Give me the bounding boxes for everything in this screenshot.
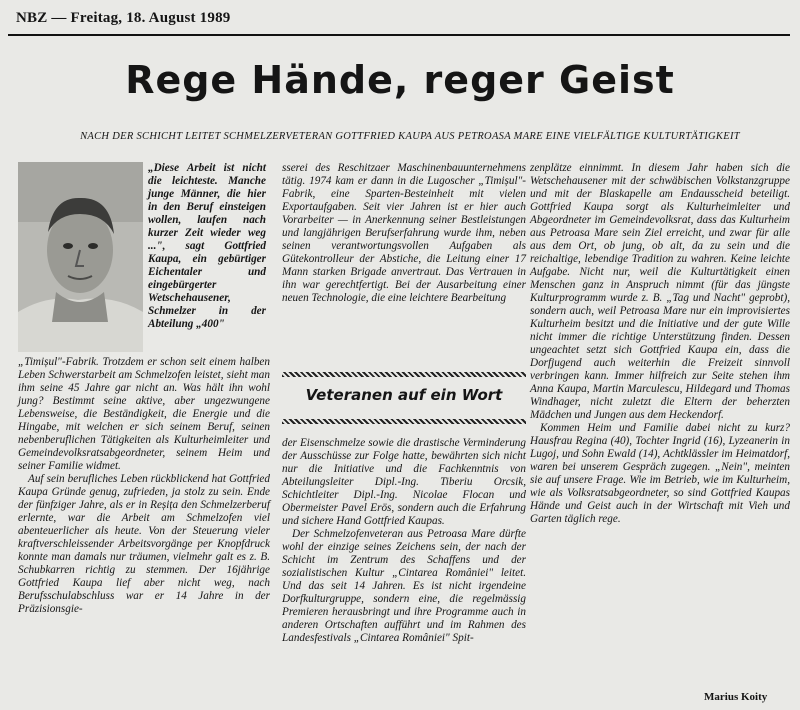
column-3: [530, 162, 790, 526]
column-2-paragraph-1: sserei des Reschitzaer Maschinenbauunternehmens tätig. 1974 kam er dann in die Lugoscher „Timișul"-Fabrik, eine Sparten-Besteinheit mit vielen Exportaufgaben. Seit vier Jahren ist er hier auch Vorarbeiter — in Anerkennung seiner Bestleistungen und langjährigen Berufserfahrung wurde ihm, neben seinen verantwortungsvollen Aufgaben als Gütekontrolleur der Abstiche, die Leitung einer 17 Mann starken Brigade anvertraut. Das Vertrauen in ihn war gerechtfertigt. Bei der Ausarbeitung einer neuen Technologie, die eine leichtere Bearbeitung: [282, 162, 526, 304]
column-2-top: [282, 162, 526, 305]
column-3-paragraph-2: Kommen Heim und Familie dabei nicht zu kurz? Hausfrau Regina (40), Tochter Ingrid (16), Lyzeanerin in Lugoj, und Sohn Ewald (14), Achtklässler im Heimatdorf, waren bei unserem Gespräch zugegen. „Nein", meinten sie auf unsere Frage. Wie im Betrieb, wie im Kulturheim, wie als Volksratsabgeordneter, so sind Gottfried Kaupas Hände und Geist auch in der Wirtschaft mit Vieh und Garten täglich rege.: [530, 422, 790, 525]
column-1: [18, 356, 270, 616]
subheadline: NACH DER SCHICHT LEITET SCHMELZERVETERAN GOTTFRIED KAUPA AUS PETROASA MARE EINE VIELFÄLTIGE KULTURTÄTIGKEIT: [80, 131, 740, 142]
column-1-paragraph-1: „Timișul"-Fabrik. Trotzdem er schon seit einem halben Leben Schwerstarbeit am Schmelzofen leistet, sieht man ihm seine 45 Jahre gar nicht an. Was hält ihn wohl jung? Bestimmt seine aktive, aber ungezwungene Lebensweise, die Beständigkeit, die Energie und die Hingabe, mit welchen er sich seinem Beruf, seinen nebenberuflichen Tätigkeiten als Kulturheimleiter und Gemeindevolksratsabgeordneter, seinem Heim und seiner Familie widmet.: [18, 356, 270, 472]
section-box: [282, 372, 526, 424]
box-border-top: [282, 372, 526, 377]
headline: Rege Hände, reger Geist: [125, 58, 675, 102]
column-2-paragraph-3: Der Schmelzofenveteran aus Petroasa Mare dürfte wohl der einzige seines Zeichens sein, der nach der Schicht im Zentrum des Schaffens und der sozialistischen Kultur „Cintarea României" leitet. Und das seit 14 Jahren. Es ist nicht irgendeine Dorfkulturgruppe, sondern eine, die regelmässig Premieren herausbringt und ihre Programme auch in anderen Ortschaften aufführt und im Rahmen des Landesfestivals „Cintarea României" Spit-: [282, 528, 526, 644]
portrait-photo: [18, 162, 143, 352]
header-dateline: NBZ — Freitag, 18. August 1989: [16, 10, 231, 26]
box-title: Veteranen auf ein Wort: [305, 386, 503, 404]
column-3-paragraph-1: zenplätze einnimmt. In diesem Jahr haben sich die Wetschehausener mit der schwäbischen Volkstanzgruppe und mit der Blaskapelle am Endausscheid beteiligt. Gottfried Kaupa sorgt als Kulturheimleiter und Abgeordneter im Gemeindevolksrat, dass das Kulturheim aus Petroasa Mare sein Ziel erreicht, und zwar für alle aus dem Ort, ob jung, ob alt, da zu sein und die reichaltige, lebendige Tradition zu wahren. Keine leichte Aufgabe. Nicht nur, weil die Kulturtätigkeit einen Menschen ganz in Anspruch nimmt (für das jüngste Kulturprogramm wurde z. B. „Tag und Nacht" geprobt), sondern auch, weil Petroasa Mare nur ein improvisiertes Kulturheim besitzt und die Initiative und der gute Wille nicht immer die richtige Unterstützung finden. Dessen ungeachtet setzt sich Gottfried Kaupa ein, dass die Dorfjugend auch weiterhin die Freizeit sinnvoll verbringen kann. Immer hilfreich zur Seite stehen ihm Anna Kaupa, Martin Marculescu, Hildegard und Thomas Windhager, nicht zuletzt die Eltern der beherzten Mädchen und Jungen aus dem Heckendorf.: [530, 162, 790, 421]
column-2-paragraph-2: der Eisenschmelze sowie die drastische Verminderung der Ausschüsse zur Folge hatte, bewährten sich nicht nur die Initiative und die Fachkenntnis von Abteilungsleiter Dipl.-Ing. Tiberiu Orcsik, Schichtleiter Dipl.-Ing. Nicolae Flocan und Obermeister Pavel Erös, sondern auch die Erfahrung und sichere Hand Gottfried Kaupas.: [282, 437, 526, 527]
column-2-bottom: [282, 437, 526, 645]
photo-caption-text: [148, 162, 266, 331]
newspaper-header: [8, 4, 790, 32]
author-byline: Marius Koity: [704, 691, 768, 703]
box-border-bottom: [282, 419, 526, 424]
intro-quote: „Diese Arbeit ist nicht die leichteste. Manche junge Männer, die hier in den Beruf einsteigen wollen, laufen nach kurzer Zeit wieder weg ...", sagt Gottfried Kaupa, ein gebürtiger Eichentaler und eingebürgerter Wetschehausener, Schmelzer in der Abteilung „400": [148, 162, 266, 330]
column-1-paragraph-2: Auf sein berufliches Leben rückblickend hat Gottfried Kaupa Gründe genug, zufrieden, ja stolz zu sein. Ende der fünfziger Jahre, als er in Reșița den Schmelzerberuf erlernte, war die Arbeit am Schmelzofen viel abenteuerlicher als heute. Von der Steuerung vieler kraftverschleissender Arbeitsvorgänge per Knopfdruck konnte man damals nur träumen, vielmehr galt es z. B. Schubkarren richtig zu stemmen. Der 16jährige Gottfried Kaupa lief aber nicht weg, nach Berufsschulabschluss war er 14 Jahre in der Präzisionsgie-: [18, 473, 270, 615]
header-rule: [8, 34, 790, 36]
portrait-image: [18, 162, 143, 352]
